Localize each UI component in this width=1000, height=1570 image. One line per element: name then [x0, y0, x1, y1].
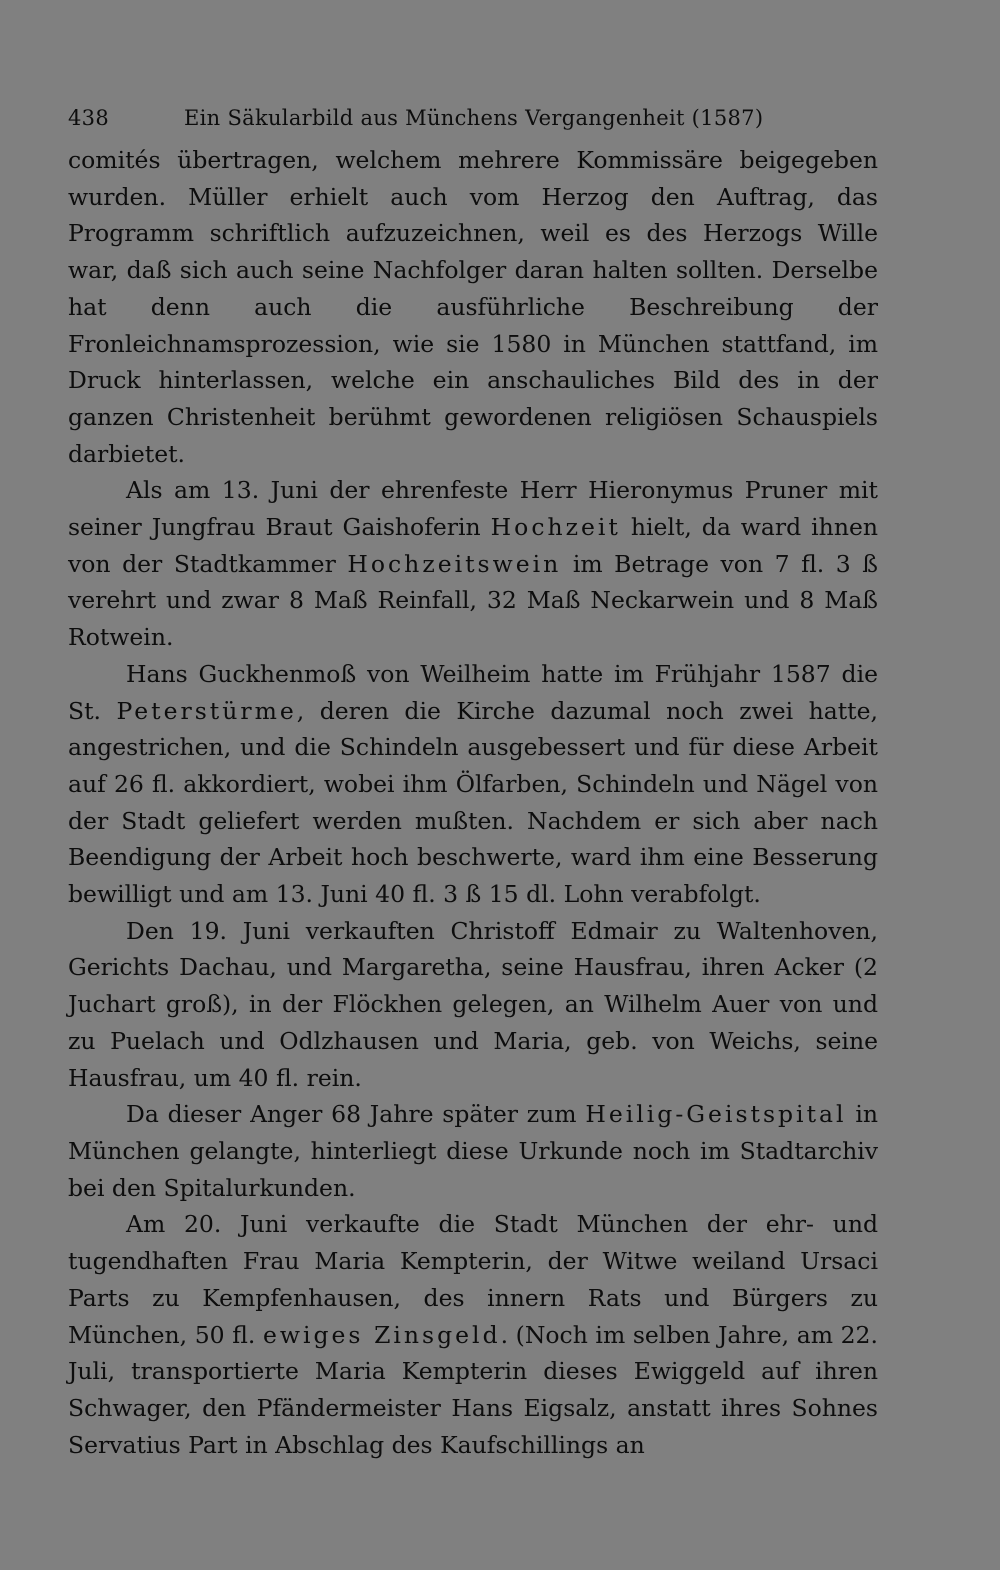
spaced-emphasis: Hochzeit: [490, 513, 621, 542]
text-run: Da dieser Anger 68 Jahre später zum: [126, 1100, 586, 1129]
text-run: Hans Guckhenmoß von Weilheim hatte im Frühjahr 1587 die St.: [68, 659, 878, 725]
paragraph-2: [68, 472, 878, 656]
page-number: 438: [68, 106, 109, 130]
text-run: im Betrage von 7 fl. 3 ß verehrt und zwar 8 Maß Reinfall, 32 Maß Neckarwein und 8 Maß Rotwein.: [68, 549, 878, 652]
text-run: Am 20. Juni verkaufte die Stadt München der ehr- und tugendhaften Frau Maria Kempterin, der Witwe weiland Ursaci Parts zu Kempfenhausen, des innern Rats und Bürgers zu München, 50 fl.: [68, 1210, 878, 1349]
spaced-emphasis: Peterstürme: [116, 696, 297, 725]
paragraph-4: Den 19. Juni verkauften Christoff Edmair zu Waltenhoven, Gerichts Dachau, und Margaretha, seine Hausfrau, ihren Acker (2 Juchart groß), in der Flöckhen gelegen, an Wilhelm Auer von und zu Puelach und Odlzhausen und Maria, geb. von Weichs, seine Hausfrau, um 40 fl. rein.: [68, 916, 878, 1092]
running-head: [68, 94, 878, 142]
paragraph-1: comités übertragen, welchem mehrere Kommissäre beigegeben wurden. Müller erhielt auch vom Herzog den Auftrag, das Programm schriftlich aufzuzeichnen, weil es des Herzogs Wille war, daß sich auch seine Nachfolger daran halten sollten. Derselbe hat denn auch die ausführliche Beschreibung der Fronleichnamsprozession, wie sie 1580 in München stattfand, im Druck hinterlassen, welche ein anschauliches Bild des in der ganzen Christenheit berühmt gewordenen religiösen Schauspiels darbietet.: [68, 146, 878, 468]
paragraph-3: [68, 656, 878, 913]
text-run: . (Noch im selben Jahre, am 22. Juli, transportierte Maria Kempterin dieses Ewiggeld auf ihren Schwager, den Pfändermeister Hans Eigsalz, anstatt ihres Sohnes Servatius Part in Abschlag des Kaufschillings an: [68, 1320, 878, 1459]
text-run: in München gelangte, hinterliegt diese Urkunde noch im Stadtarchiv bei den Spitalurkunden.: [68, 1100, 878, 1202]
text-run: Als am 13. Juni der ehrenfeste Herr Hieronymus Pruner mit seiner Jungfrau Braut Gaishoferin: [68, 476, 878, 542]
spaced-emphasis: Heilig-Geistspital: [585, 1100, 847, 1129]
body-text: [68, 142, 878, 1463]
spaced-emphasis: Hochzeitswein: [347, 549, 562, 578]
text-run: hielt, da ward ihnen von der Stadtkammer: [68, 513, 878, 578]
paragraph-6: [68, 1206, 878, 1463]
running-title: Ein Säkularbild aus Münchens Vergangenheit (1587): [184, 106, 764, 130]
text-run: , deren die Kirche dazumal noch zwei hatte, angestrichen, und die Schindeln ausgebessert und für diese Arbeit auf 26 fl. akkordiert, wobei ihm Ölfarben, Schindeln und Nägel von der Stadt geliefert werden mußten. Nachdem er sich aber nach Beendigung der Arbeit hoch beschwerte, ward ihm eine Besserung bewilligt und am 13. Juni 40 fl. 3 ß 15 dl. Lohn verabfolgt.: [68, 696, 878, 909]
paragraph-5: [68, 1096, 878, 1206]
spaced-emphasis: ewiges Zinsgeld: [262, 1320, 501, 1349]
book-page: [68, 94, 878, 1463]
